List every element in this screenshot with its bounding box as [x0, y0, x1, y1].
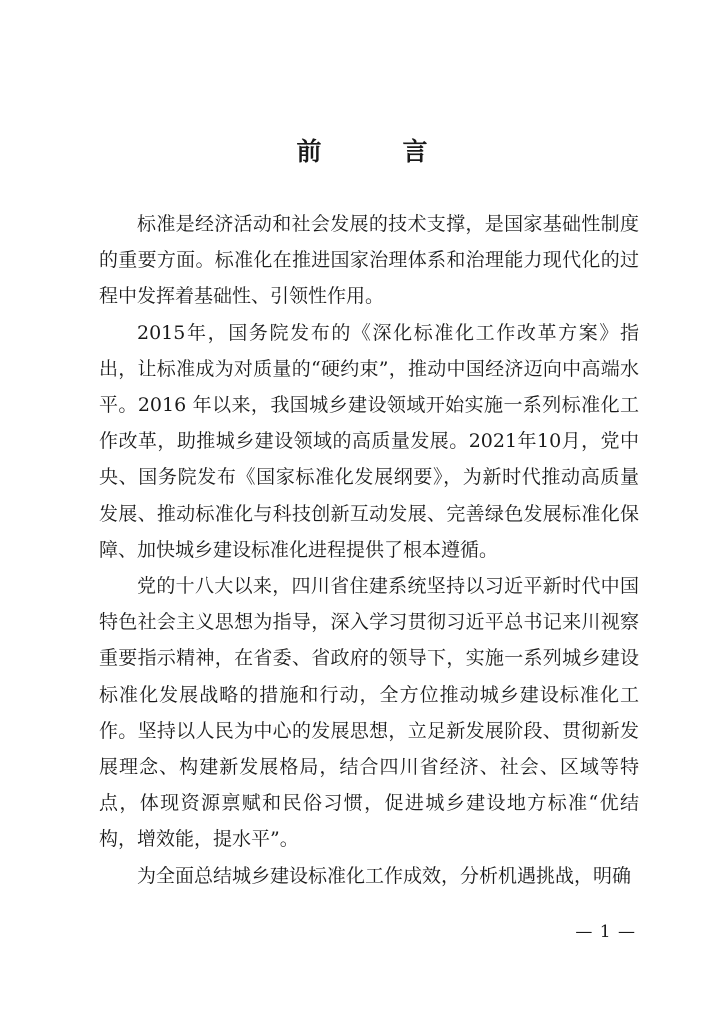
paragraph: 为全面总结城乡建设标准化工作成效，分析机遇挑战，明确 [137, 864, 632, 887]
page-title: 前 言 [296, 137, 456, 166]
paragraph: 标准是经济活动和社会发展的技术支撑，是国家基础性制度的重要方面。标准化在推进国家治理体系和治理能力现代化的过程中发挥着基础性、引领性作用。 [99, 213, 639, 308]
paragraph: 2015年，国务院发布的《深化标准化工作改革方案》指出，让标准成为对质量的“硬约束”，推动中国经济迈向中高端水平。2016 年以来，我国城乡建设领域开始实施一系列标准化工作改革，助推城乡建设领域的高质量发展。2021年10月，党中央、国务院发布《国家标准化发展纲要》，为新时代推动高质量发展、推动标准化与科技创新互动发展、完善绿色发展标准化保障、加快城乡建设标准化进程提供了根本遵循。 [99, 321, 639, 561]
page-number: — 1 — [575, 922, 636, 942]
paragraph: 党的十八大以来，四川省住建系统坚持以习近平新时代中国特色社会主义思想为指导，深入学习贯彻习近平总书记来川视察重要指示精神，在省委、省政府的领导下，实施一系列城乡建设标准化发展战略的措施和行动，全方位推动城乡建设标准化工作。坚持以人民为中心的发展思想，立足新发展阶段、贯彻新发展理念、构建新发展格局，结合四川省经济、社会、区域等特点，体现资源禀赋和民俗习惯，促进城乡建设地方标准“优结构，增效能，提水平”。 [99, 575, 639, 851]
body-text [99, 206, 639, 894]
